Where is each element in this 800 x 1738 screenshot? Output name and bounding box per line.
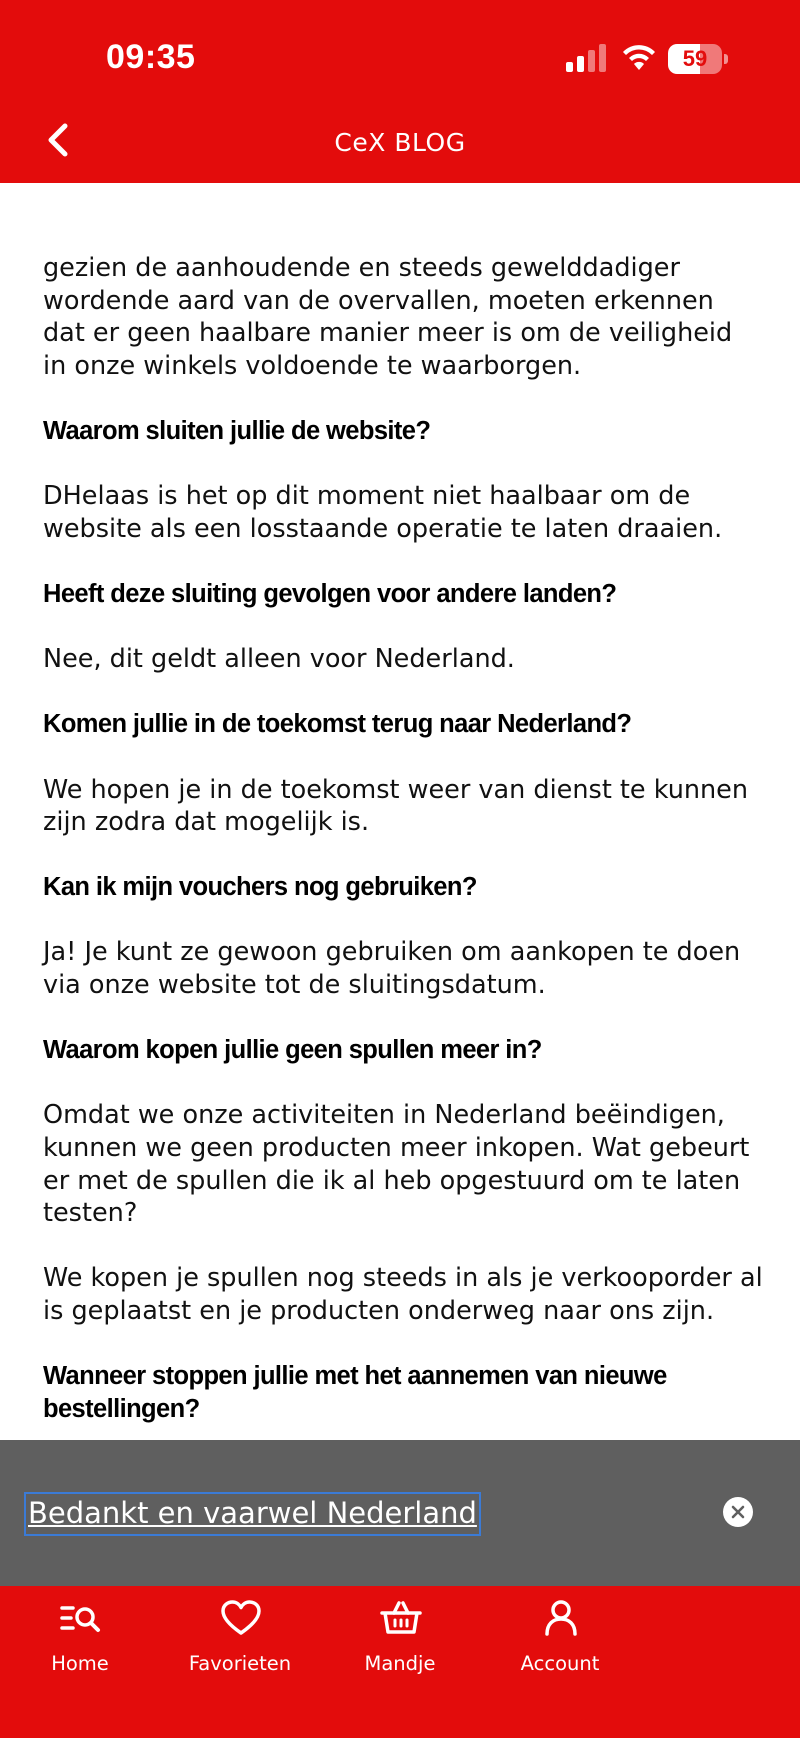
tab-favorites[interactable] bbox=[160, 1586, 320, 1738]
tab-basket[interactable] bbox=[320, 1586, 480, 1738]
faq-answer: We hopen je in de toekomst weer van dienst te kunnen zijn zodra dat mogelijk is. bbox=[43, 774, 749, 838]
faq-answer: Nee, dit geldt alleen voor Nederland. bbox=[43, 644, 515, 675]
faq-question: Waarom sluiten jullie de website? bbox=[43, 416, 431, 445]
banner-close-button[interactable] bbox=[723, 1497, 753, 1527]
page-title: CeX BLOG bbox=[334, 128, 466, 157]
tab-home[interactable] bbox=[0, 1586, 160, 1738]
announcement-banner bbox=[0, 1440, 800, 1586]
article-paragraph: gezien de aanhoudende en steeds gewelddadiger wordende aard van de overvallen, moeten erkennen dat er geen haalbare manier meer is om de veiligheid in onze winkels voldoende te waarborgen. bbox=[43, 253, 733, 381]
faq-answer: We kopen je spullen nog steeds in als je verkooporder al is geplaatst en je producten onderweg naar ons zijn. bbox=[43, 1263, 763, 1326]
battery-percent: 59 bbox=[682, 46, 708, 71]
user-icon bbox=[540, 1600, 582, 1636]
faq-question: Komen jullie in de toekomst terug naar Nederland? bbox=[43, 710, 632, 739]
battery-indicator bbox=[668, 44, 728, 74]
wifi-icon bbox=[620, 42, 658, 72]
basket-icon bbox=[380, 1600, 422, 1636]
faq-answer: Omdat we onze activiteiten in Nederland beëindigen, kunnen we geen producten meer inkopen. Wat gebeurt er met de spullen die ik al heb opgestuurd om te laten testen? bbox=[43, 1100, 750, 1229]
search-list-icon bbox=[60, 1600, 102, 1636]
close-icon bbox=[731, 1505, 745, 1519]
faq-question: Kan ik mijn vouchers nog gebruiken? bbox=[43, 873, 477, 902]
faq-question: Waarom kopen jullie geen spullen meer in? bbox=[43, 1036, 542, 1065]
faq-question: Heeft deze sluiting gevolgen voor andere landen? bbox=[43, 579, 617, 608]
heart-icon bbox=[220, 1600, 262, 1636]
article-body bbox=[43, 252, 763, 1458]
tab-bar bbox=[0, 1586, 800, 1738]
tab-label: Favorieten bbox=[188, 1652, 292, 1675]
tab-label: Mandje bbox=[364, 1652, 436, 1675]
faq-answer: DHelaas is het op dit moment niet haalbaar om de website als een losstaande operatie te laten draaien. bbox=[43, 481, 723, 544]
tab-label: Home bbox=[51, 1652, 109, 1675]
faq-answer: Ja! Je kunt ze gewoon gebruiken om aankopen te doen via onze website tot de sluitingsdatum. bbox=[43, 937, 741, 1001]
tab-label: Account bbox=[520, 1652, 600, 1675]
nav-bar bbox=[0, 100, 800, 183]
faq-question: Wanneer stoppen jullie met het aannemen van nieuwe bestellingen? bbox=[43, 1362, 667, 1423]
banner-link[interactable]: Bedankt en vaarwel Nederland bbox=[24, 1492, 481, 1536]
cellular-signal-icon bbox=[566, 44, 608, 72]
tab-account[interactable] bbox=[480, 1586, 640, 1738]
status-time: 09:35 bbox=[106, 38, 196, 76]
